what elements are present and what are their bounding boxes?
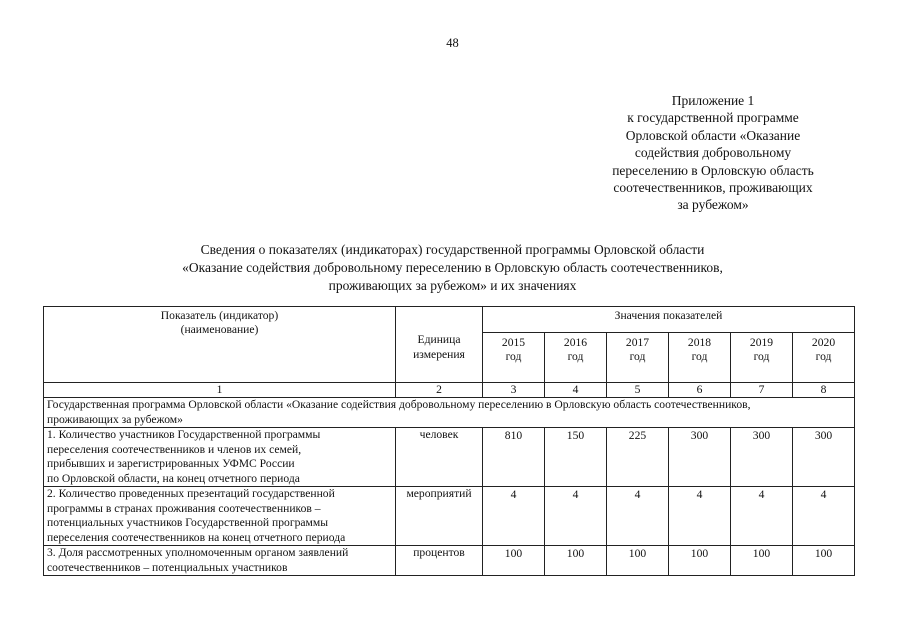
section-title-line: Государственная программа Орловской области «Оказание содействия добровольному переселению в Орловскую область соотечественников,: [47, 398, 751, 412]
value-cell: 150: [545, 428, 607, 487]
unit-cell: мероприятий: [396, 487, 483, 546]
indicator-name-line: соотечественников – потенциальных участников: [47, 560, 288, 574]
column-number: 5: [607, 383, 669, 398]
indicator-header-line: (наименование): [180, 323, 259, 337]
column-number: 6: [669, 383, 731, 398]
year-label: 2015: [501, 336, 526, 349]
column-numbers-row: [44, 383, 855, 398]
year-suffix: год: [815, 350, 832, 364]
appendix-line: соотечественников, проживающих: [613, 180, 813, 196]
title-line: проживающих за рубежом» и их значениях: [328, 278, 577, 294]
year-label: 2019: [749, 336, 774, 349]
value-cell: 4: [669, 487, 731, 546]
indicator-name: [44, 428, 396, 487]
year-header: [731, 333, 793, 383]
table-row: [44, 546, 855, 576]
table-row: [44, 428, 855, 487]
column-number: 4: [545, 383, 607, 398]
year-suffix: год: [505, 350, 522, 364]
value-cell: 100: [483, 546, 545, 576]
year-header: [607, 333, 669, 383]
indicator-header: [44, 307, 396, 383]
indicator-header-line: Показатель (индикатор): [160, 309, 279, 322]
value-cell: 4: [545, 487, 607, 546]
column-number: 7: [731, 383, 793, 398]
value-cell: 100: [793, 546, 855, 576]
appendix-line: за рубежом»: [677, 197, 749, 213]
header-row: [44, 307, 855, 333]
value-cell: 300: [793, 428, 855, 487]
year-label: 2018: [687, 336, 712, 349]
title-line: Сведения о показателях (индикаторах) государственной программы Орловской области: [200, 242, 705, 257]
unit-header-line: Единица: [417, 333, 461, 347]
indicator-name-line: переселения соотечественников и членов их семей,: [47, 442, 302, 456]
section-row: [44, 398, 855, 428]
appendix-note: [588, 92, 838, 214]
year-label: 2016: [563, 336, 588, 349]
year-suffix: год: [691, 350, 708, 364]
indicator-name-line: прибывших и зарегистрированных УФМС России: [47, 457, 295, 471]
appendix-line: переселению в Орловскую область: [612, 162, 814, 178]
value-cell: 300: [669, 428, 731, 487]
column-number: 8: [793, 383, 855, 398]
values-group-header: Значения показателей: [483, 307, 855, 333]
indicator-name: [44, 487, 396, 546]
page-number: 48: [446, 36, 459, 50]
year-label: 2017: [625, 336, 650, 349]
indicator-name-line: 1. Количество участников Государственной программы: [47, 428, 321, 442]
value-cell: 225: [607, 428, 669, 487]
unit-header-line: измерения: [413, 347, 465, 361]
value-cell: 4: [607, 487, 669, 546]
value-cell: 300: [731, 428, 793, 487]
column-number: 3: [483, 383, 545, 398]
column-number: 1: [44, 383, 396, 398]
indicator-name-line: программы в странах проживания соотечественников –: [47, 501, 321, 515]
year-header: [545, 333, 607, 383]
value-cell: 4: [483, 487, 545, 546]
appendix-line: Приложение 1: [671, 93, 755, 108]
year-header: [793, 333, 855, 383]
indicator-name-line: переселения соотечественников на конец отчетного периода: [47, 530, 346, 544]
value-cell: 810: [483, 428, 545, 487]
value-cell: 4: [793, 487, 855, 546]
value-cell: 100: [545, 546, 607, 576]
year-header: [669, 333, 731, 383]
table-row: [44, 487, 855, 546]
section-title-line: проживающих за рубежом»: [47, 412, 183, 426]
year-header: [483, 333, 545, 383]
year-label: 2020: [811, 336, 836, 349]
year-suffix: год: [567, 350, 584, 364]
value-cell: 100: [731, 546, 793, 576]
indicator-name-line: потенциальных участников Государственной программы: [47, 516, 328, 530]
year-suffix: год: [753, 350, 770, 364]
title-line: «Оказание содействия добровольному переселению в Орловскую область соотечественников,: [182, 260, 723, 276]
indicator-name-line: 3. Доля рассмотренных уполномоченным органом заявлений: [47, 546, 349, 560]
unit-cell: человек: [396, 428, 483, 487]
indicator-name-line: по Орловской области, на конец отчетного периода: [47, 471, 300, 485]
value-cell: 100: [669, 546, 731, 576]
unit-header: [396, 307, 483, 383]
appendix-line: содействия добровольному: [634, 145, 792, 161]
appendix-line: к государственной программе: [627, 110, 799, 126]
appendix-line: Орловской области «Оказание: [625, 127, 801, 143]
indicator-name-line: 2. Количество проведенных презентаций государственной: [47, 487, 335, 501]
indicator-name: [44, 546, 396, 576]
column-number: 2: [396, 383, 483, 398]
value-cell: 100: [607, 546, 669, 576]
unit-cell: процентов: [396, 546, 483, 576]
indicators-table: [43, 306, 855, 576]
document-title: [0, 241, 905, 296]
value-cell: 4: [731, 487, 793, 546]
year-suffix: год: [629, 350, 646, 364]
section-title: [44, 398, 855, 428]
